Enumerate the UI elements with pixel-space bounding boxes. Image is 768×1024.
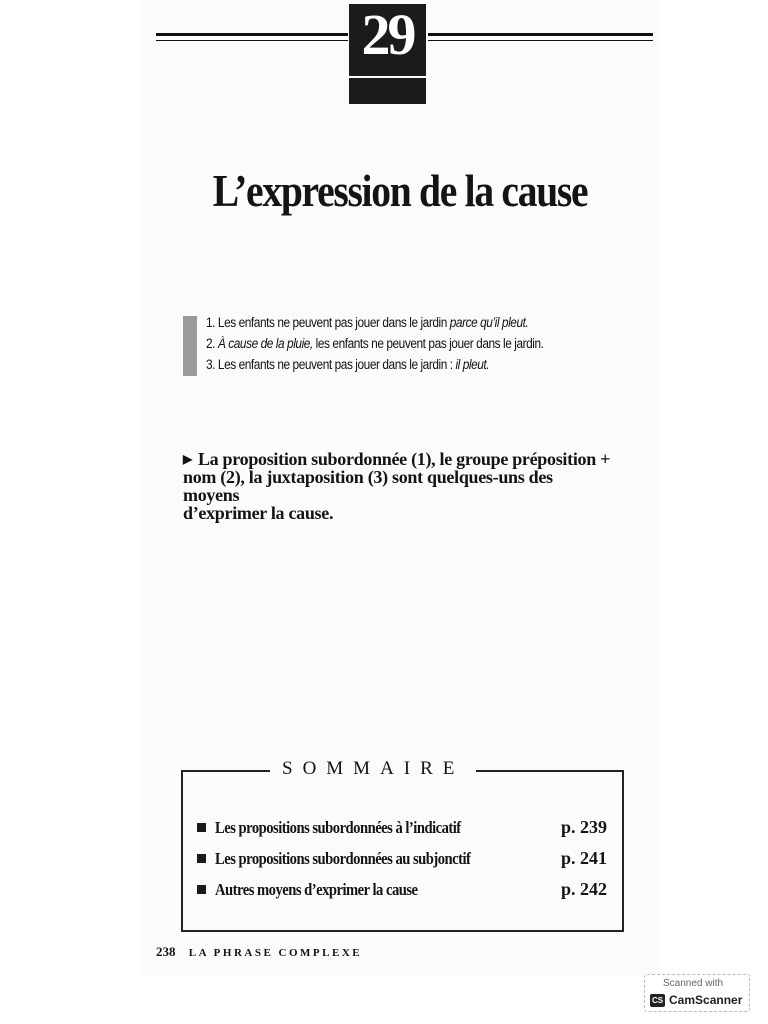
sommaire-list [197,812,607,905]
header-rule-right-thick [428,33,653,36]
sommaire-item[interactable] [197,874,607,905]
sommaire-item[interactable] [197,843,607,874]
page-footer [156,944,362,960]
example-line [206,312,558,333]
chapter-number-box [349,4,426,104]
header-rule-right-thin [428,40,653,41]
watermark-caption: Scanned with [663,978,724,989]
chapter-number: 29 [361,2,414,67]
explanation-line: nom (2), la juxtaposition (3) sont quelques-uns des moyens [183,467,553,505]
sommaire-title: SOMMAIRE [270,758,476,780]
example-number: 2. [206,336,216,351]
sommaire-item-label: Les propositions subordonnées à l’indicatif [215,817,461,837]
example-sentences [206,312,558,375]
explanation-line: La proposition subordonnée (1), le groupe préposition + [197,449,611,469]
chapter-box-divider [349,76,426,78]
example-text-end: les enfants ne peuvent pas jouer dans le jardin. [312,336,544,351]
header-rule-left-thick [156,33,348,36]
header-rule-left-thin [156,40,348,41]
triangle-bullet-icon: ▶ [183,452,192,466]
example-text: Les enfants ne peuvent pas jouer dans le jardin [217,315,450,330]
example-number: 3. [206,357,216,372]
sommaire-item-label: Les propositions subordonnées au subjonctif [215,848,471,868]
sommaire-item[interactable] [197,812,607,843]
example-cause: il pleut. [455,357,490,372]
sommaire-item-label: Autres moyens d’exprimer la cause [215,879,418,899]
explanation-paragraph [183,450,613,522]
example-line [206,333,558,354]
sommaire-item-page: p. 242 [560,879,607,899]
example-number: 1. [206,315,216,330]
examples-marker-bar [183,316,197,376]
example-text: Les enfants ne peuvent pas jouer dans le jardin : [217,357,456,372]
example-line [206,354,558,375]
example-cause: À cause de la pluie, [217,336,313,351]
sommaire-item-page: p. 241 [560,848,607,868]
square-bullet-icon [197,823,206,832]
example-cause: parce qu’il pleut. [449,315,529,330]
explanation-line: d’exprimer la cause. [183,503,334,523]
page-title: L’expression de la cause [212,165,588,216]
camscanner-watermark [644,974,750,1012]
footer-section-title: LA PHRASE COMPLEXE [188,947,363,959]
footer-page-number: 238 [156,944,176,959]
square-bullet-icon [197,885,206,894]
square-bullet-icon [197,854,206,863]
camscanner-logo-icon: CS [651,996,664,1005]
watermark-brand: CamScanner [669,993,743,1007]
sommaire-item-page: p. 239 [560,817,607,837]
